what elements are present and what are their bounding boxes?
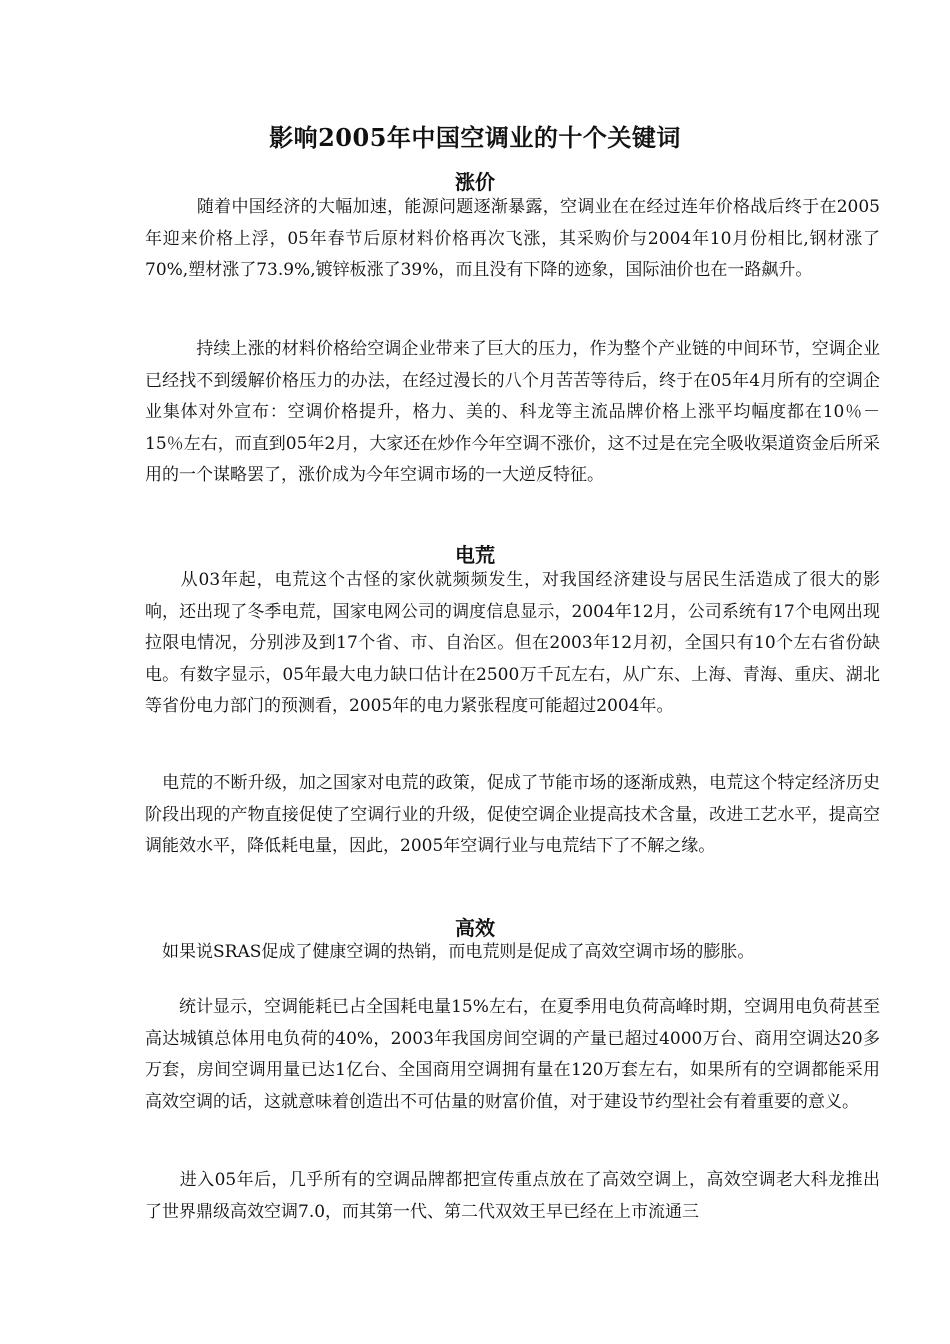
paragraph: 如果说SRAS促成了健康空调的热销，而电荒则是促成了高效空调市场的膨胀。 — [145, 942, 755, 962]
paragraph: 统计显示，空调能耗已占全国耗电量15%左右，在夏季用电负荷高峰时期，空调用电负荷甚至高达城镇总体用电负荷的40%，2003年我国房间空调的产量已超过4000万台、商用空调达20多万套，房间空调用量已达1亿台、全国商用空调拥有量在120万套左右，如果所有的空调都能采用高效空调的话，这就意味着创造出不可估量的财富价值，对于建设节约型社会有着重要的意义。 — [145, 997, 880, 1112]
paragraph: 持续上涨的材料价格给空调企业带来了巨大的压力，作为整个产业链的中间环节，空调企业已经找不到缓解价格压力的办法，在经过漫长的八个月苦苦等待后，终于在05年4月所有的空调企业集体对外宣布：空调价格提升，格力、美的、科龙等主流品牌价格上涨平均幅度都在10％－15％左右，而直到05年2月，大家还在炒作今年空调不涨价，这不过是在完全吸收渠道资金后所采用的一个谋略罢了，涨价成为今年空调市场的一大逆反特征。 — [145, 339, 880, 485]
paragraph: 电荒的不断升级，加之国家对电荒的政策，促成了节能市场的逐渐成熟，电荒这个特定经济历史阶段出现的产物直接促使了空调行业的升级，促使空调企业提高技术含量，改进工艺水平，提高空调能效水平，降低耗电量，因此，2005年空调行业与电荒结下了不解之缘。 — [145, 773, 880, 856]
document-title: 影响2005年中国空调业的十个关键词 — [269, 123, 681, 152]
section-heading-high-efficiency: 高效 — [455, 916, 495, 940]
section-heading-price-rise: 涨价 — [455, 170, 495, 194]
paragraph: 从03年起，电荒这个古怪的家伙就频频发生，对我国经济建设与居民生活造成了很大的影响，还出现了冬季电荒，国家电网公司的调度信息显示，2004年12月，公司系统有17个电网出现拉限电情况，分别涉及到17个省、市、自治区。但在2003年12月初，全国只有10个左右省份缺电。有数字显示，05年最大电力缺口估计在2500万千瓦左右，从广东、上海、青海、重庆、湖北等省份电力部门的预测看，2005年的电力紧张程度可能超过2004年。 — [145, 570, 880, 716]
paragraph: 进入05年后，几乎所有的空调品牌都把宣传重点放在了高效空调上，高效空调老大科龙推出了世界鼎级高效空调7.0，而其第一代、第二代双效王早已经在上市流通三 — [145, 1170, 880, 1222]
paragraph: 随着中国经济的大幅加速，能源问题逐渐暴露，空调业在在经过连年价格战后终于在2005年迎来价格上浮，05年春节后原材料价格再次飞涨，其采购价与2004年10月份相比,钢材涨了70%,塑材涨了73.9%,镀锌板涨了39%，而且没有下降的迹象，国际油价也在一路飙升。 — [145, 197, 880, 280]
section-heading-power-shortage: 电荒 — [455, 543, 495, 567]
